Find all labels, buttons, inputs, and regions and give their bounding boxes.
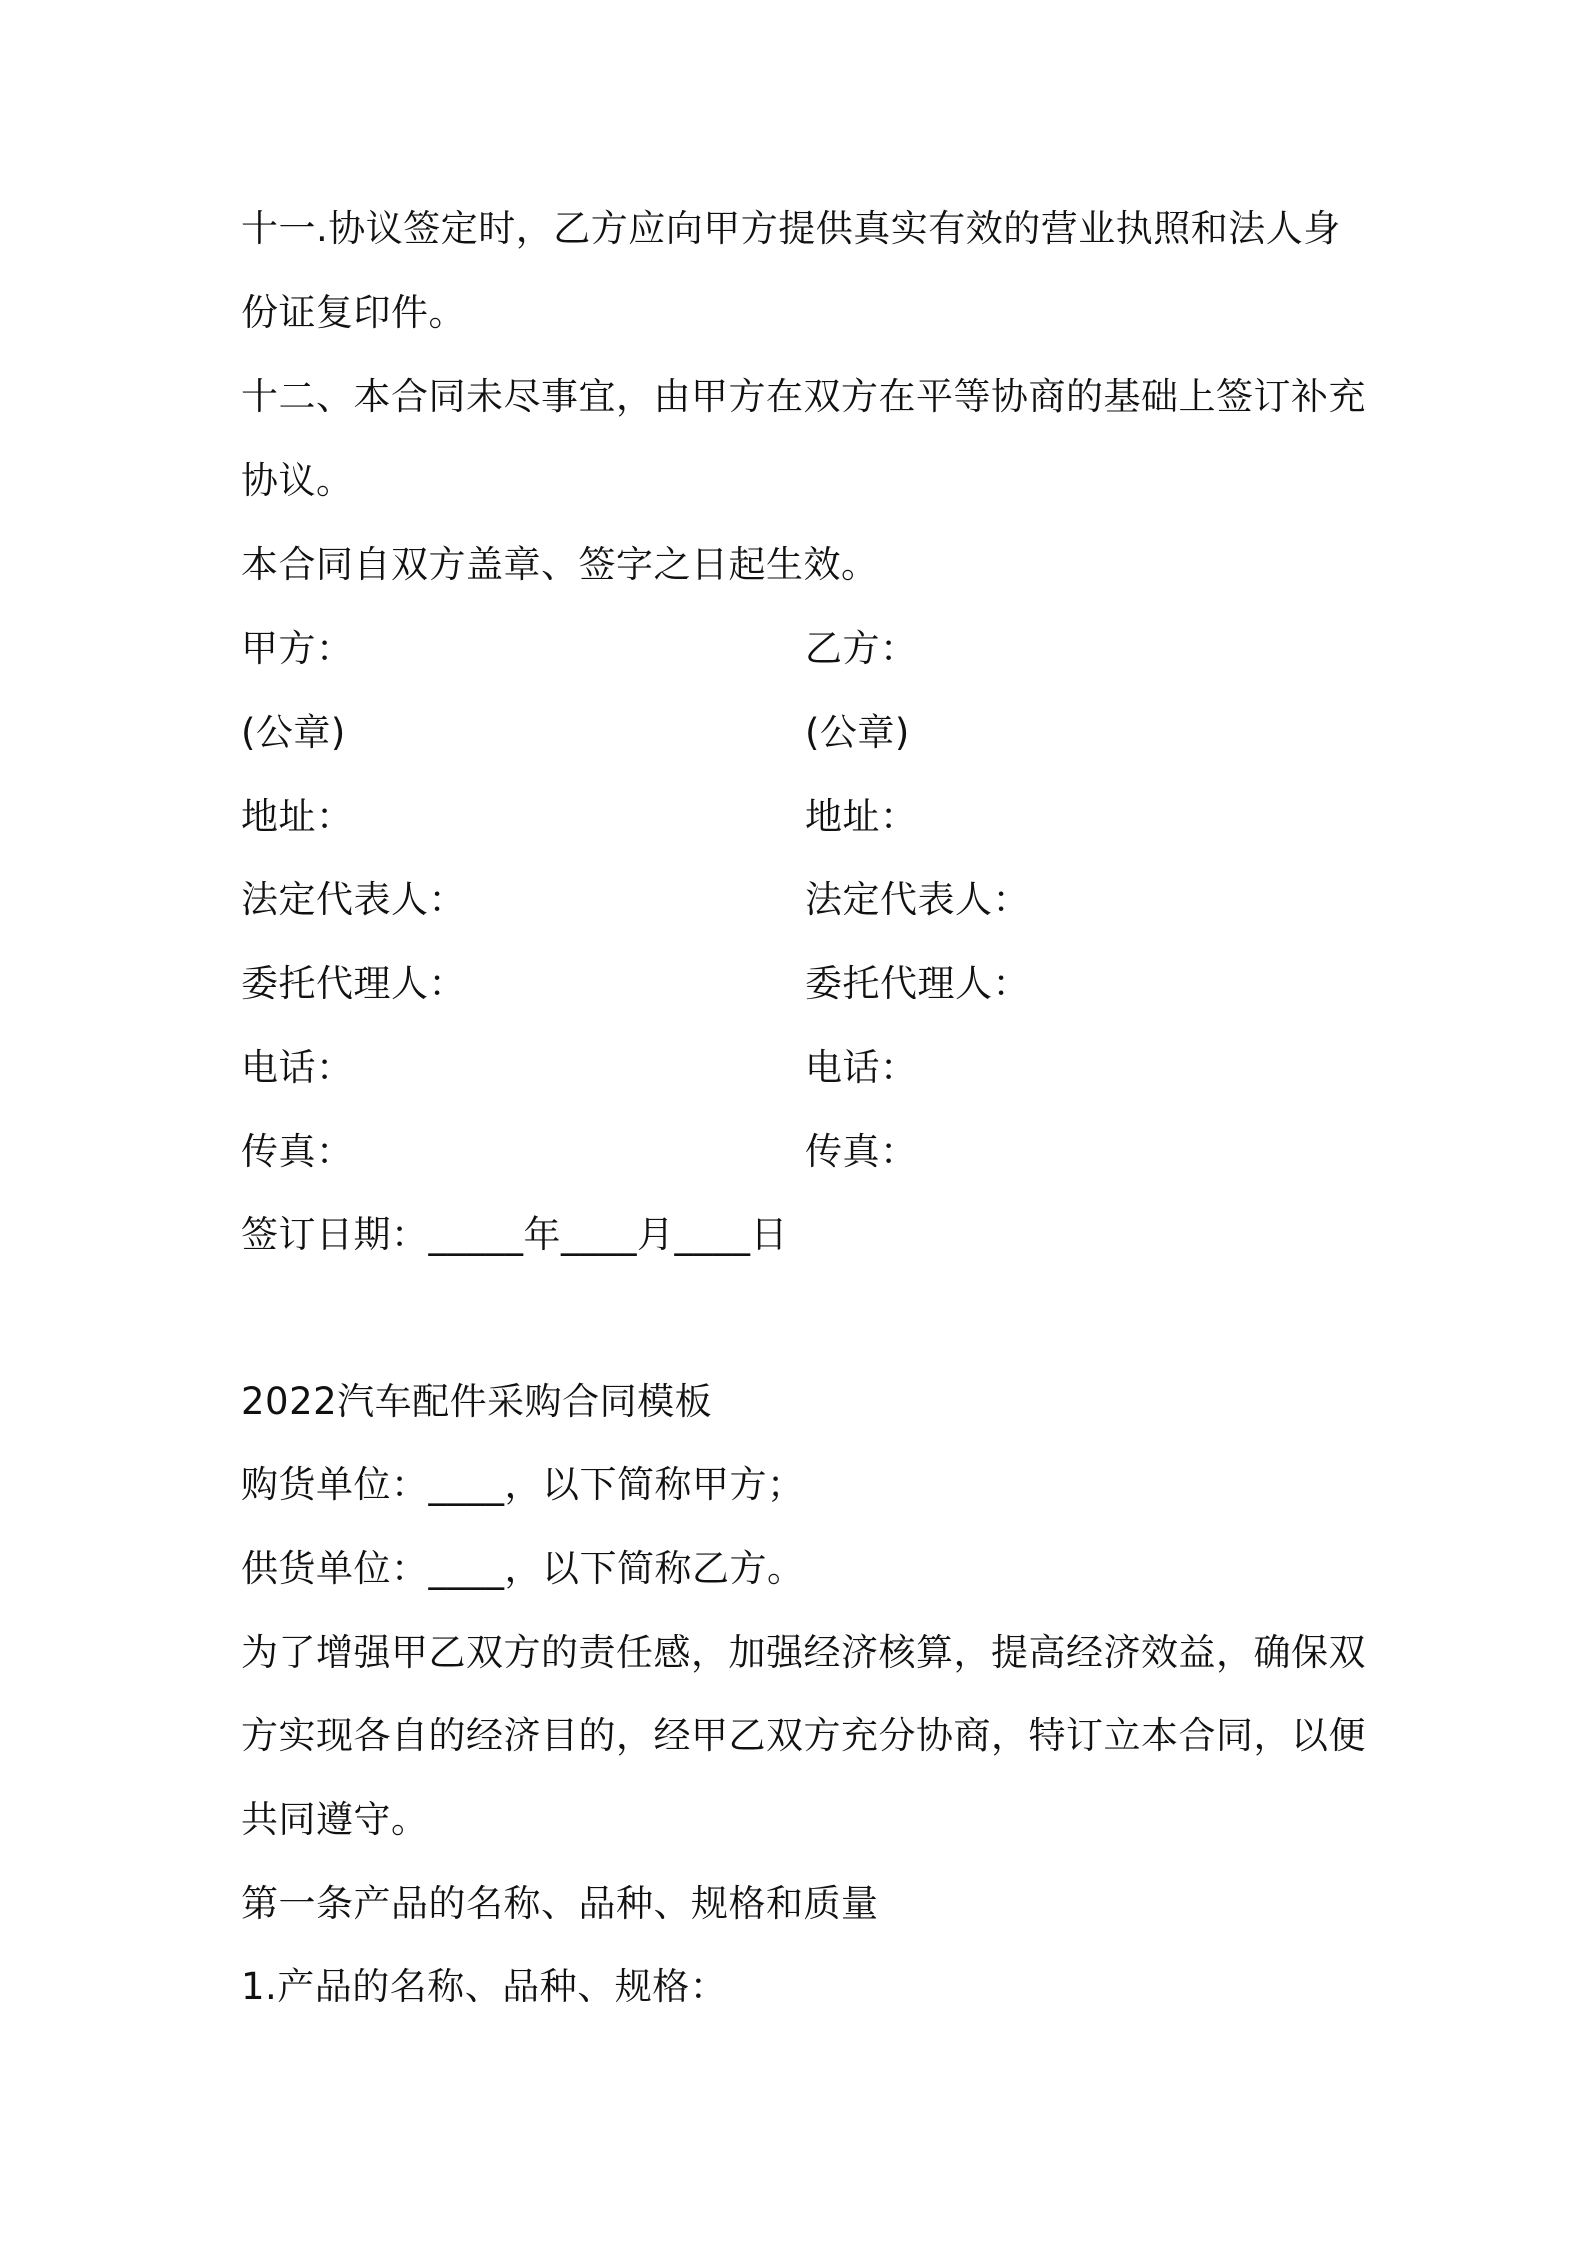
party-a-fax: 传真： [241,1130,354,1173]
party-a-legal-rep: 法定代表人： [241,878,466,921]
sign-date: 签订日期：_____年____月____日 [241,1213,788,1256]
purpose-line-2: 方实现各自的经济目的，经甲乙双方充分协商，特订立本合同，以便 [241,1714,1366,1757]
clause-11-line-2: 份证复印件。 [241,291,466,334]
party-b-phone: 电话： [805,1046,918,1089]
party-b-seal: (公章) [805,711,910,754]
party-b-address: 地址： [805,795,918,838]
document-title: 2022汽车配件采购合同模板 [241,1380,713,1423]
article-1-heading: 第一条产品的名称、品种、规格和质量 [241,1882,879,1925]
supplier-line: 供货单位：____，以下简称乙方。 [241,1547,805,1590]
clause-11-line-1: 十一.协议签定时，乙方应向甲方提供真实有效的营业执照和法人身 [241,207,1341,250]
party-a-phone: 电话： [241,1046,354,1089]
buyer-line: 购货单位：____，以下简称甲方； [241,1463,805,1506]
party-b-legal-rep: 法定代表人： [805,878,1030,921]
purpose-line-1: 为了增强甲乙双方的责任感，加强经济核算，提高经济效益，确保双 [241,1631,1366,1674]
party-a-address: 地址： [241,795,354,838]
party-a-label: 甲方： [241,627,354,670]
party-a-agent: 委托代理人： [241,962,466,1005]
purpose-line-3: 共同遵守。 [241,1798,429,1841]
party-b-agent: 委托代理人： [805,962,1030,1005]
clause-12-line-1: 十二、本合同未尽事宜，由甲方在双方在平等协商的基础上签订补充 [241,375,1366,418]
party-a-seal: (公章) [241,711,346,754]
party-b-fax: 传真： [805,1130,918,1173]
party-b-label: 乙方： [805,627,918,670]
clause-12-line-2: 协议。 [241,459,354,502]
item-1: 1.产品的名称、品种、规格： [241,1965,728,2008]
effective-clause: 本合同自双方盖章、签字之日起生效。 [241,543,879,586]
